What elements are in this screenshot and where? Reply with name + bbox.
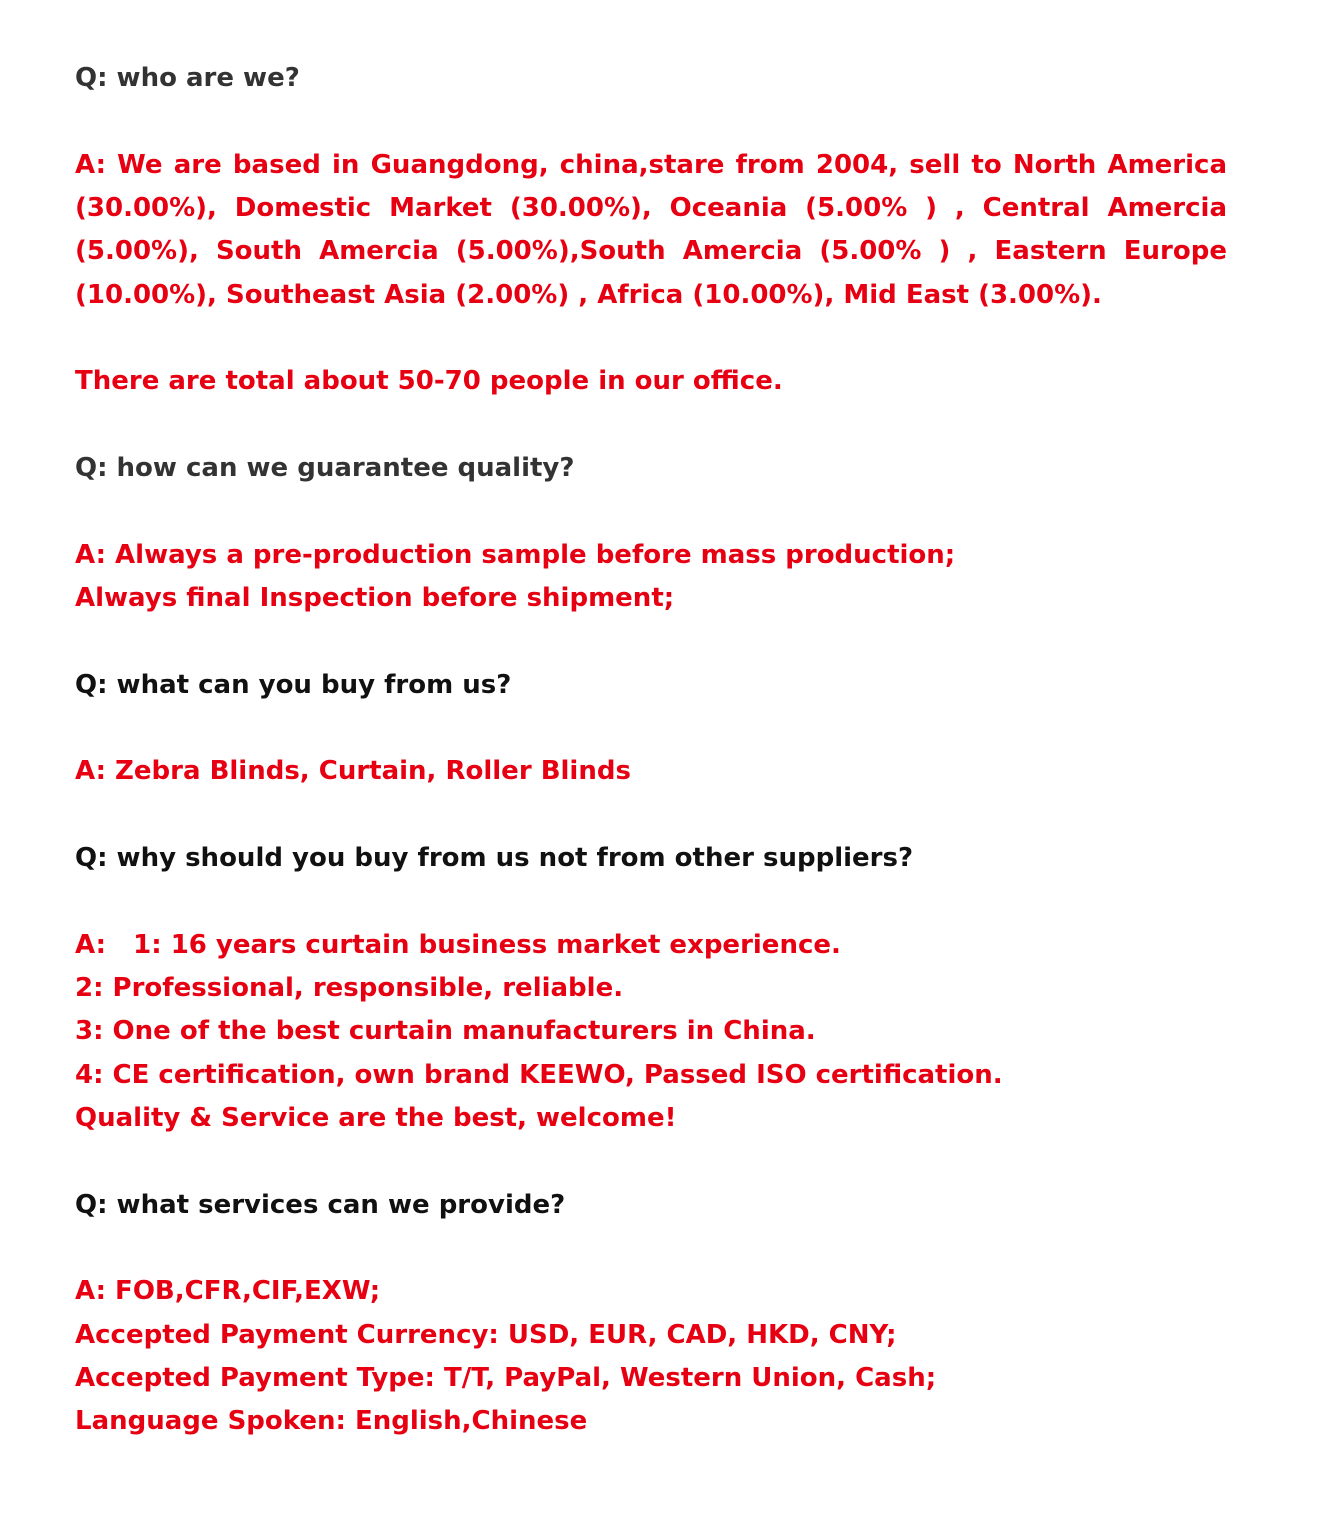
answer-services-line-2: Accepted Payment Currency: USD, EUR, CAD, HKD, CNY;: [75, 1320, 897, 1350]
office-size-text: There are total about 50-70 people in our office.: [75, 366, 783, 396]
answer-services-line-3: Accepted Payment Type: T/T, PayPal, Western Union, Cash;: [75, 1363, 937, 1393]
answer-what-buy: A: Zebra Blinds, Curtain, Roller Blinds: [75, 756, 631, 786]
answer-who-line-1: A: We are based in Guangdong, china,stare from 2004, sell to North America: [75, 150, 1227, 180]
answer-who-line-3: (5.00%), South Amercia (5.00%),South Amercia (5.00% ) , Eastern Europe: [75, 236, 1227, 266]
answer-why-line-4: 4: CE certification, own brand KEEWO, Passed ISO certification.: [75, 1060, 1003, 1090]
answer-services-line-4: Language Spoken: English,Chinese: [75, 1406, 588, 1436]
question-who-are-we: Q: who are we?: [75, 63, 300, 93]
answer-who-line-4: (10.00%), Southeast Asia (2.00%) , Africa (10.00%), Mid East (3.00%).: [75, 280, 1102, 310]
answer-services-line-1: A: FOB,CFR,CIF,EXW;: [75, 1276, 381, 1306]
answer-quality-line-2: Always final Inspection before shipment;: [75, 583, 675, 613]
answer-quality-line-1: A: Always a pre-production sample before mass production;: [75, 540, 956, 570]
question-quality: Q: how can we guarantee quality?: [75, 453, 575, 483]
answer-why-line-1: A: 1: 16 years curtain business market experience.: [75, 930, 841, 960]
question-why-us: Q: why should you buy from us not from other suppliers?: [75, 843, 914, 873]
question-services: Q: what services can we provide?: [75, 1190, 566, 1220]
answer-who-line-2: (30.00%), Domestic Market (30.00%), Oceania (5.00% ) , Central Amercia: [75, 193, 1227, 223]
question-what-buy: Q: what can you buy from us?: [75, 670, 512, 700]
answer-why-line-5: Quality & Service are the best, welcome!: [75, 1103, 677, 1133]
answer-why-line-3: 3: One of the best curtain manufacturers in China.: [75, 1016, 816, 1046]
answer-why-line-2: 2: Professional, responsible, reliable.: [75, 973, 624, 1003]
